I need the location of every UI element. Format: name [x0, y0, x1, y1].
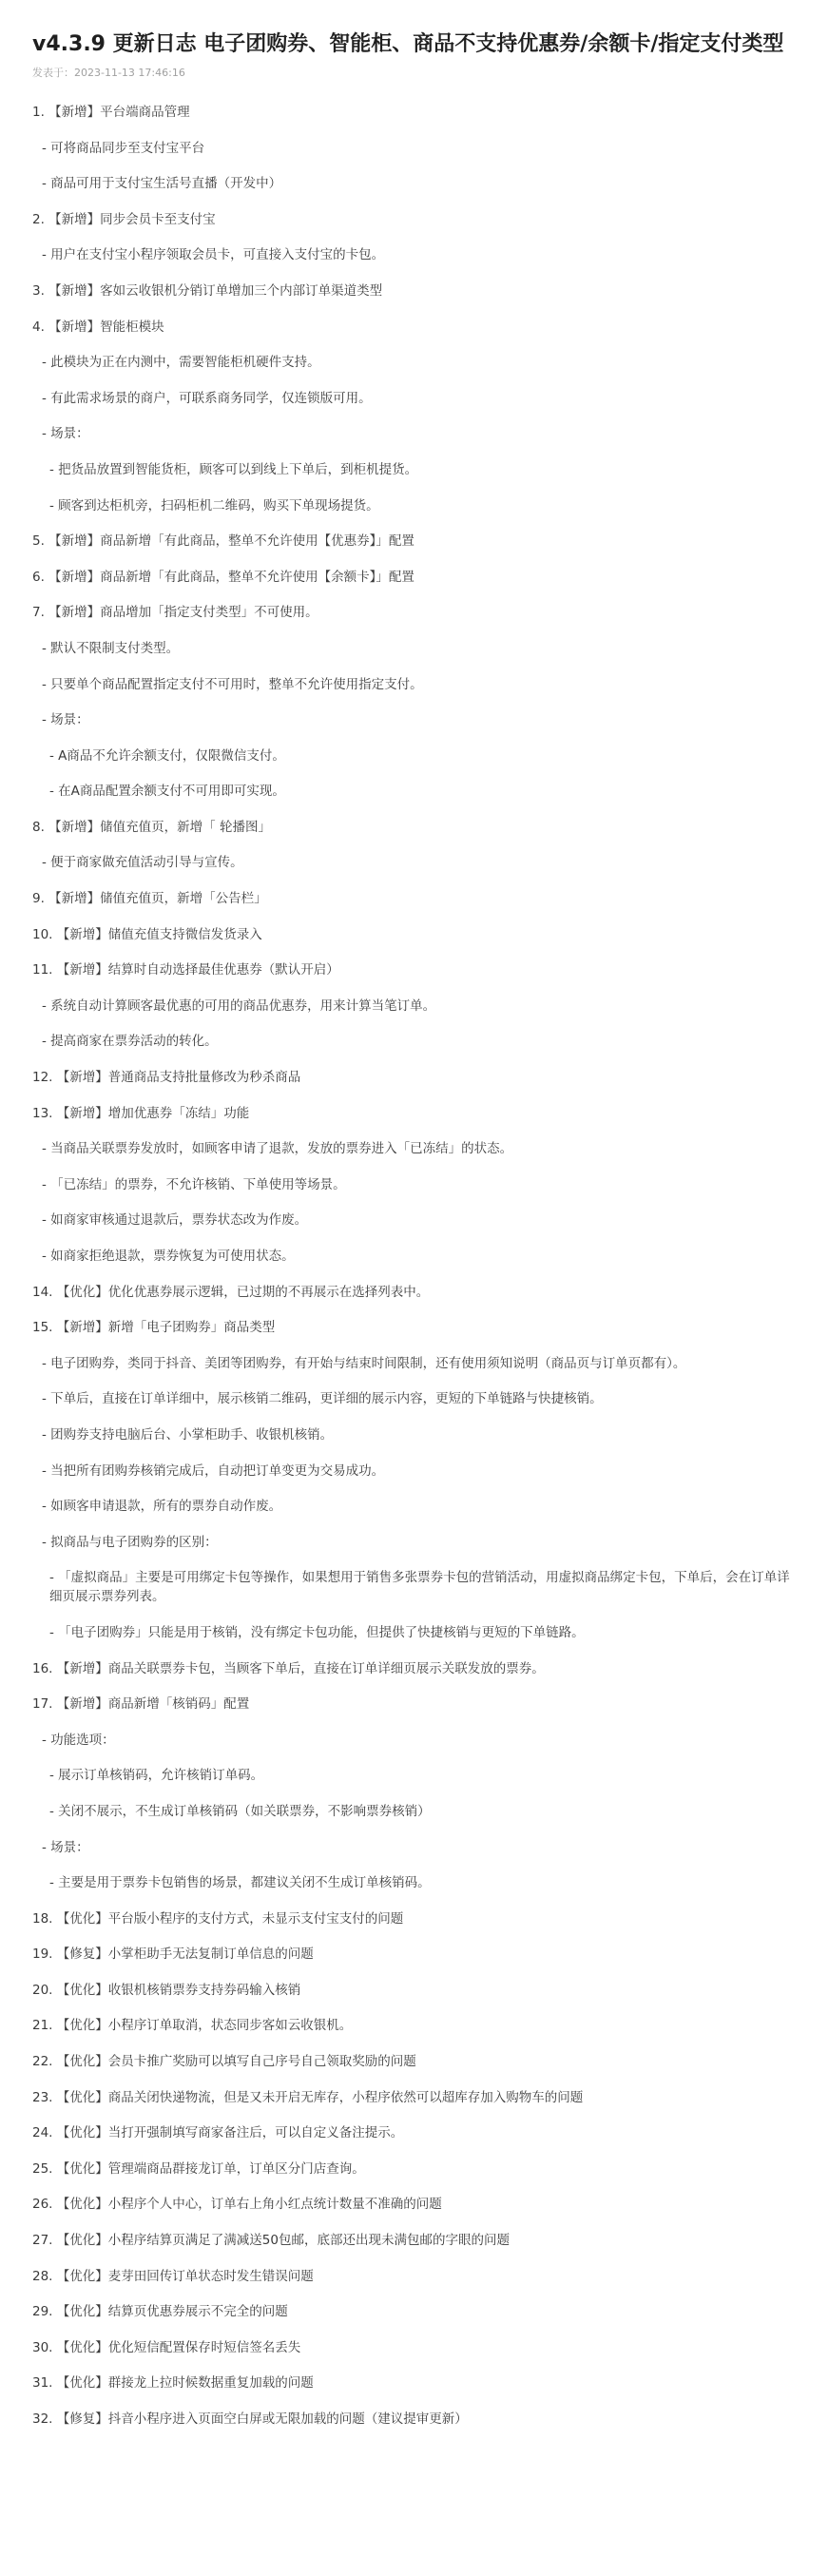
- changelog-subitem: - 关闭不展示，不生成订单核销码（如关联票券，不影响票券核销）: [49, 1803, 431, 1819]
- changelog-subitem: - 默认不限制支付类型。: [42, 640, 180, 656]
- changelog-item: 27. 【优化】小程序结算页满足了满减送50包邮，底部还出现未满包邮的字眼的问题: [32, 2233, 510, 2249]
- changelog-subitem: - 功能选项：: [42, 1732, 115, 1748]
- changelog-subitem: - 只要单个商品配置指定支付不可用时，整单不允许使用指定支付。: [42, 676, 423, 692]
- changelog-item: 8. 【新增】储值充值页，新增「 轮播图」: [32, 819, 271, 835]
- changelog-subitem: - 系统自动计算顾客最优惠的可用的商品优惠券，用来计算当笔订单。: [42, 997, 436, 1014]
- changelog-subitem: - 「电子团购券」只能是用于核销，没有绑定卡包功能，但提供了快捷核销与更短的下单链路。: [49, 1624, 585, 1640]
- changelog-subitem: - 下单后，直接在订单详细中，展示核销二维码，更详细的展示内容，更短的下单链路与快捷核销。: [42, 1391, 603, 1407]
- changelog-subitem: - 主要是用于票券卡包销售的场景，都建议关闭不生成订单核销码。: [49, 1875, 431, 1891]
- changelog-content: [32, 103, 800, 2429]
- changelog-subitem: - 当商品关联票券发放时，如顾客申请了退款，发放的票券进入「已冻结」的状态。: [42, 1141, 513, 1157]
- changelog-item: 24. 【优化】当打开强制填写商家备注后，可以自定义备注提示。: [32, 2125, 404, 2141]
- changelog-subitem: - 展示订单核销码，允许核销订单码。: [49, 1768, 264, 1784]
- changelog-item: 28. 【优化】麦芽田回传订单状态时发生错误问题: [32, 2268, 314, 2284]
- changelog-subitem: - 「已冻结」的票券，不允许核销、下单使用等场景。: [42, 1176, 346, 1192]
- changelog-subitem: - A商品不允许余额支付，仅限微信支付。: [49, 747, 285, 764]
- changelog-item: 9. 【新增】储值充值页，新增「公告栏」: [32, 891, 267, 907]
- changelog-item: 19. 【修复】小掌柜助手无法复制订单信息的问题: [32, 1947, 314, 1963]
- changelog-item: 17. 【新增】商品新增「核销码」配置: [32, 1696, 250, 1713]
- changelog-subitem: - 「虚拟商品」主要是可用绑定卡包等操作，如果想用于销售多张票券卡包的营销活动，用虚拟商品绑定卡包，下单后，会在订单详细页展示票券列表。: [49, 1570, 790, 1605]
- changelog-item: 7. 【新增】商品增加「指定支付类型」不可使用。: [32, 605, 318, 621]
- changelog-subitem: - 此模块为正在内测中，需要智能柜机硬件支持。: [42, 355, 320, 371]
- changelog-item: 3. 【新增】客如云收银机分销订单增加三个内部订单渠道类型: [32, 282, 383, 299]
- changelog-subitem: - 可将商品同步至支付宝平台: [42, 140, 205, 156]
- changelog-item: 4. 【新增】智能柜模块: [32, 319, 164, 335]
- changelog-item: 26. 【优化】小程序个人中心，订单右上角小红点统计数量不准确的问题: [32, 2197, 442, 2213]
- changelog-subitem: - 有此需求场景的商户，可联系商务同学，仅连锁版可用。: [42, 390, 372, 406]
- changelog-item: 18. 【优化】平台版小程序的支付方式，未显示支付宝支付的问题: [32, 1910, 404, 1927]
- changelog-item: 30. 【优化】优化短信配置保存时短信签名丢失: [32, 2339, 301, 2355]
- changelog-subitem: - 场景：: [42, 426, 89, 442]
- changelog-subitem: - 场景：: [42, 1839, 89, 1855]
- changelog-subitem: - 如顾客申请退款，所有的票券自动作废。: [42, 1499, 282, 1515]
- changelog-item: 31. 【优化】群接龙上拉时候数据重复加载的问题: [32, 2375, 314, 2392]
- changelog-subitem: - 在A商品配置余额支付不可用即可实现。: [49, 784, 285, 800]
- changelog-item: 13. 【新增】增加优惠券「冻结」功能: [32, 1105, 250, 1121]
- changelog-subitem: - 场景：: [42, 712, 89, 728]
- changelog-item: 6. 【新增】商品新增「有此商品，整单不允许使用【余额卡】」配置: [32, 569, 414, 585]
- changelog-subitem: - 顾客到达柜机旁，扫码柜机二维码，购买下单现场提货。: [49, 497, 379, 513]
- page-title: v4.3.9 更新日志 电子团购券、智能柜、商品不支持优惠券/余额卡/指定支付类型: [32, 32, 784, 56]
- changelog-subitem: - 如商家审核通过退款后，票券状态改为作废。: [42, 1212, 308, 1229]
- changelog-item: 1. 【新增】平台端商品管理: [32, 105, 190, 120]
- changelog-item: 11. 【新增】结算时自动选择最佳优惠券（默认开启）: [32, 962, 339, 978]
- changelog-item: 12. 【新增】普通商品支持批量修改为秒杀商品: [32, 1070, 301, 1086]
- changelog-item: 10. 【新增】储值充值支持微信发货录入: [32, 926, 262, 942]
- changelog-item: 22. 【优化】会员卡推广奖励可以填写自己序号自己领取奖励的问题: [32, 2054, 416, 2070]
- changelog-subitem: - 把货品放置到智能货柜，顾客可以到线上下单后，到柜机提货。: [49, 461, 418, 477]
- changelog-subitem: - 当把所有团购券核销完成后，自动把订单变更为交易成功。: [42, 1462, 385, 1479]
- changelog-subitem: - 便于商家做充值活动引导与宣传。: [42, 855, 243, 871]
- changelog-subitem: - 如商家拒绝退款，票券恢复为可使用状态。: [42, 1249, 295, 1264]
- changelog-subitem: - 电子团购券，类同于抖音、美团等团购券，有开始与结束时间限制，还有使用须知说明（商品页与订单页都有）。: [42, 1355, 686, 1371]
- publish-date: 发表于：2023-11-13 17:46:16: [32, 67, 185, 79]
- changelog-item: 16. 【新增】商品关联票券卡包，当顾客下单后，直接在订单详细页展示关联发放的票券。: [32, 1660, 545, 1676]
- changelog-item: 5. 【新增】商品新增「有此商品，整单不允许使用【优惠券】」配置: [32, 533, 414, 550]
- changelog-subitem: - 拟商品与电子团购券的区别：: [42, 1534, 218, 1550]
- changelog-subitem: - 商品可用于支付宝生活号直播（开发中）: [42, 176, 282, 192]
- changelog-subitem: - 提高商家在票券活动的转化。: [42, 1034, 218, 1050]
- changelog-item: 21. 【优化】小程序订单取消，状态同步客如云收银机。: [32, 2018, 353, 2034]
- changelog-item: 2. 【新增】同步会员卡至支付宝: [32, 211, 216, 227]
- changelog-item: 32. 【修复】抖音小程序进入页面空白屏或无限加载的问题（建议提审更新）: [32, 2411, 468, 2427]
- changelog-item: 14. 【优化】优化优惠券展示逻辑，已过期的不再展示在选择列表中。: [32, 1284, 430, 1300]
- changelog-item: 23. 【优化】商品关闭快递物流，但是又未开启无库存，小程序依然可以超库存加入购物车的问题: [32, 2089, 584, 2105]
- changelog-item: 15. 【新增】新增「电子团购券」商品类型: [32, 1320, 276, 1336]
- changelog-item: 29. 【优化】结算页优惠券展示不完全的问题: [32, 2304, 288, 2320]
- changelog-subitem: - 团购券支持电脑后台、小掌柜助手、收银机核销。: [42, 1426, 334, 1443]
- changelog-item: 20. 【优化】收银机核销票券支持券码输入核销: [32, 1982, 301, 1998]
- changelog-subitem: - 用户在支付宝小程序领取会员卡，可直接入支付宝的卡包。: [42, 247, 385, 263]
- changelog-item: 25. 【优化】管理端商品群接龙订单，订单区分门店查询。: [32, 2160, 365, 2177]
